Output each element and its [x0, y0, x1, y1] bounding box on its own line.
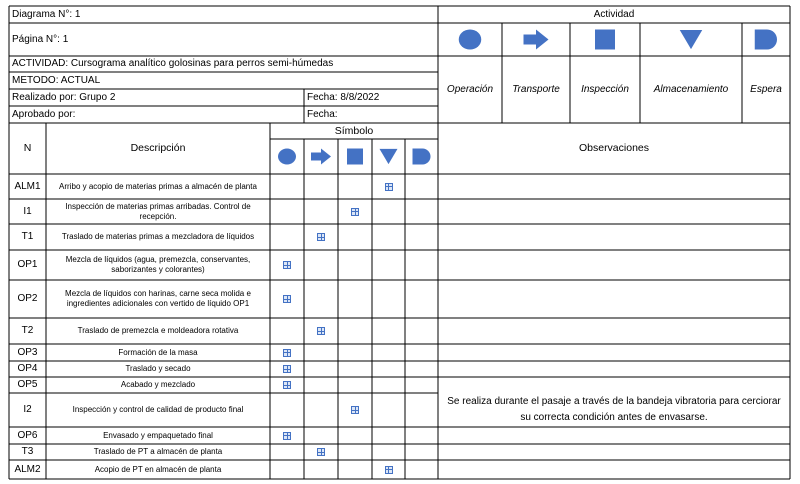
row-description [46, 344, 270, 361]
row-description [46, 250, 270, 280]
circle-icon [278, 149, 296, 165]
row-number-text: ALM2 [14, 463, 41, 475]
activity-label-2-text: Inspección [581, 83, 629, 95]
activity-title-text: ACTIVIDAD: Cursograma analítico golosinas para perros semi-húmedas [12, 58, 334, 70]
row-number-text: OP4 [17, 363, 38, 375]
symbol-mark [283, 381, 291, 389]
approved-by-text: Aprobado por: [12, 108, 76, 120]
symbol-mark [385, 466, 393, 474]
symbol-mark [351, 406, 359, 414]
row-number-text: OP1 [17, 259, 38, 271]
row-description-text: Mezcla de líquidos (agua, premezcla, conservantes, saborizantes y colorantes) [65, 255, 251, 274]
row-description [46, 393, 270, 427]
row-number-text: OP6 [17, 429, 38, 441]
activity-panel-title [438, 6, 790, 23]
activity-label-2 [570, 56, 640, 123]
row-description-text: Acabado y mezclado [120, 380, 196, 390]
row-number [9, 224, 46, 250]
row-description-text: Arribo y acopio de materias primas a almacén de planta [59, 181, 257, 191]
activity-label-4 [742, 56, 790, 123]
made-by-text: Realizado por: Grupo 2 [12, 91, 116, 103]
symbol-mark [283, 432, 291, 440]
row-description [46, 460, 270, 479]
row-description [46, 174, 270, 199]
row-description-text: Formación de la masa [118, 347, 198, 357]
row-number [9, 280, 46, 318]
row-number-text: I1 [23, 205, 32, 217]
column-description-header [46, 123, 270, 174]
row-number [9, 344, 46, 361]
row-description-text: Inspección de materias primas arribadas. Control de recepción. [65, 201, 251, 221]
row-observation-text: Se realiza durante el pasaje a través de la bandeja vibratoria para cerciorar su correcta condición antes de envasarse. [447, 396, 781, 423]
diagram-number-text: Diagrama N°: 1 [12, 8, 81, 20]
column-observations-header [438, 123, 790, 174]
symbol-mark [317, 327, 325, 335]
row-number-text: I2 [23, 404, 32, 416]
column-n-header-text: N [23, 142, 32, 155]
row-observation [440, 393, 788, 427]
row-description [46, 444, 270, 460]
activity-label-3 [640, 56, 742, 123]
row-number [9, 377, 46, 393]
row-description [46, 199, 270, 224]
symbol-mark [317, 448, 325, 456]
symbol-mark [351, 208, 359, 216]
row-description [46, 361, 270, 377]
date-approved [304, 106, 438, 123]
method-label [9, 72, 438, 89]
row-description [46, 318, 270, 344]
row-number [9, 444, 46, 460]
column-n-header [9, 123, 46, 174]
row-description [46, 224, 270, 250]
row-description-text: Traslado de PT a almacén de planta [93, 447, 223, 457]
row-number-text: T1 [21, 231, 34, 243]
symbol-mark [283, 261, 291, 269]
activity-panel-title-text: Actividad [593, 8, 635, 20]
row-description-text: Traslado de premezcla e moldeadora rotativa [77, 326, 239, 336]
row-number-text: OP3 [17, 346, 38, 358]
activity-label-1-text: Transporte [512, 83, 560, 95]
circle-icon [459, 30, 482, 50]
row-description-text: Traslado y secado [125, 364, 191, 374]
row-number [9, 318, 46, 344]
square-icon [347, 149, 363, 165]
triangle-down-icon [680, 30, 703, 49]
arrow-right-icon [524, 30, 549, 50]
diagram-number [9, 6, 438, 23]
row-number-text: T2 [21, 325, 34, 337]
row-description-text: Acopio de PT en almacén de planta [94, 464, 222, 474]
activity-label-3-text: Almacenamiento [653, 83, 729, 95]
row-number [9, 393, 46, 427]
row-description [46, 280, 270, 318]
d-shape-icon [413, 149, 431, 165]
approved-by [9, 106, 304, 123]
column-symbol-header [270, 123, 438, 139]
symbol-mark [385, 183, 393, 191]
row-description-text: Inspección y control de calidad de producto final [72, 405, 244, 415]
page-number-text: Página N°: 1 [12, 33, 69, 45]
activity-label-0-text: Operación [446, 83, 494, 95]
d-shape-icon [755, 30, 777, 50]
row-description-text: Traslado de materias primas a mezcladora de líquidos [61, 232, 255, 242]
symbol-mark [317, 233, 325, 241]
page-number [9, 23, 438, 56]
column-observations-header-text: Observaciones [578, 142, 650, 155]
column-description-header-text: Descripción [130, 142, 186, 155]
date-approved-text: Fecha: [307, 108, 338, 120]
row-number [9, 174, 46, 199]
date-made [304, 89, 438, 106]
activity-label-1 [502, 56, 570, 123]
date-made-text: Fecha: 8/8/2022 [307, 91, 380, 103]
triangle-down-icon [380, 149, 398, 164]
arrow-right-icon [311, 149, 331, 165]
symbol-mark [283, 295, 291, 303]
row-number [9, 250, 46, 280]
row-number-text: OP5 [17, 379, 38, 391]
row-number [9, 427, 46, 444]
row-number [9, 361, 46, 377]
activity-title [9, 56, 438, 72]
row-number-text: ALM1 [14, 180, 41, 192]
row-number-text: OP2 [17, 293, 38, 305]
symbol-mark [283, 365, 291, 373]
row-description [46, 377, 270, 393]
activity-label-0 [438, 56, 502, 123]
row-description-text: Mezcla de líquidos con harinas, carne seca molida e ingredientes adicionales con vertido de líquido OP1 [65, 289, 251, 308]
row-number [9, 460, 46, 479]
row-number [9, 199, 46, 224]
row-description-text: Envasado y empaquetado final [103, 430, 213, 440]
method-label-text: METODO: ACTUAL [12, 74, 101, 86]
symbol-mark [283, 349, 291, 357]
row-number-text: T3 [21, 446, 34, 458]
column-symbol-header-text: Símbolo [334, 124, 374, 137]
square-icon [595, 30, 615, 50]
activity-label-4-text: Espera [750, 83, 782, 95]
row-description [46, 427, 270, 444]
made-by [9, 89, 304, 106]
